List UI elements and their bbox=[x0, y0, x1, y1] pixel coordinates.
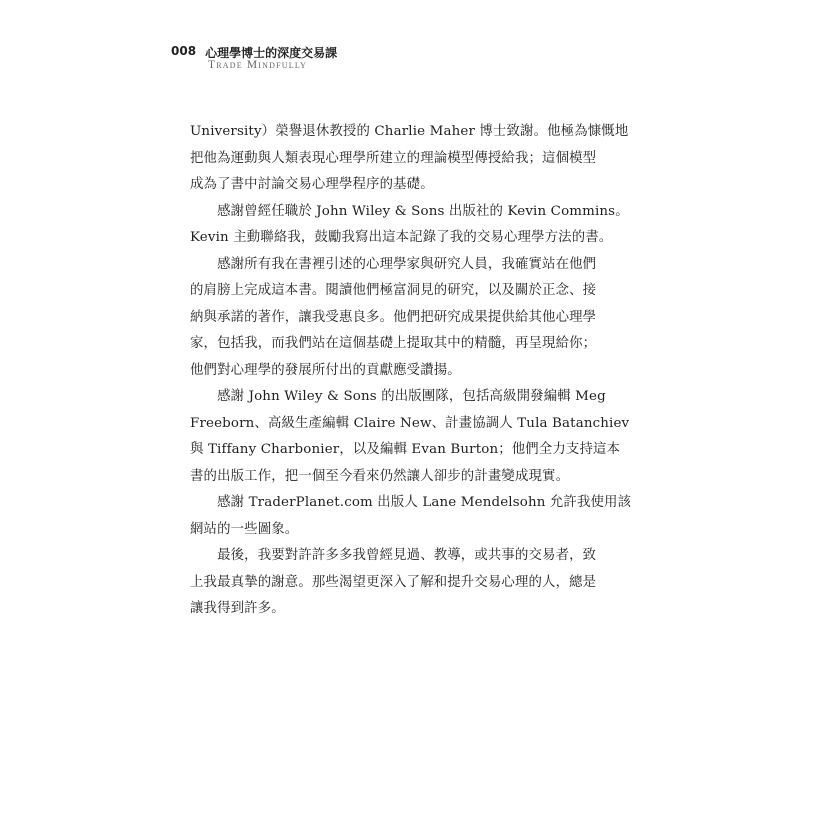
text-line: 成為了書中討論交易心理學程序的基礎。 bbox=[190, 177, 434, 192]
text-line: University）榮譽退休教授的 Charlie Maher 博士致謝。他極為慷慨地 bbox=[190, 124, 629, 139]
text-line: 納與承諾的著作，讓我受惠良多。他們把研究成果提供給其他心理學 bbox=[190, 309, 597, 325]
text-line: 感謝所有我在書裡引述的心理學家與研究人員，我確實站在他們 bbox=[190, 256, 597, 272]
text-line: 與 Tiffany Charbonier，以及編輯 Evan Burton；他們全力支持這本 bbox=[190, 442, 621, 457]
book-title: 心理學博士的深度交易課 bbox=[205, 46, 338, 60]
text-line: 上我最真摯的謝意。那些渴望更深入了解和提升交易心理的人，總是 bbox=[190, 574, 597, 590]
text-line: Kevin 主動聯絡我，鼓勵我寫出這本記錄了我的交易心理學方法的書。 bbox=[190, 230, 613, 245]
text-line: 網站的一些圖象。 bbox=[190, 521, 299, 537]
book-subtitle: Trade Mindfully bbox=[208, 59, 308, 71]
text-line: 家，包括我，而我們站在這個基礎上提取其中的精髓，再呈現給你； bbox=[190, 336, 597, 351]
body-text bbox=[190, 119, 632, 623]
text-line: 讓我得到許多。 bbox=[190, 601, 285, 616]
running-header bbox=[171, 44, 338, 71]
page-number: 008 bbox=[171, 44, 197, 58]
text-line: 感謝 John Wiley & Sons 的出版團隊，包括高級開發編輯 Meg bbox=[190, 389, 606, 404]
text-line: 書的出版工作，把一個至今看來仍然讓人卻步的計畫變成現實。 bbox=[190, 468, 570, 484]
text-line: Freeborn、高級生產編輯 Claire New、計畫協調人 Tula Batanchiev bbox=[190, 415, 630, 431]
text-line: 感謝 TraderPlanet.com 出版人 Lane Mendelsohn 允許我使用該 bbox=[190, 495, 632, 510]
text-line: 把他為運動與人類表現心理學所建立的理論模型傳授給我；這個模型 bbox=[190, 150, 597, 166]
text-line: 最後，我要對許許多多我曾經見過、教導，或共事的交易者，致 bbox=[190, 548, 597, 563]
text-line: 他們對心理學的發展所付出的貢獻應受讚揚。 bbox=[190, 362, 461, 378]
text-line: 的肩膀上完成這本書。閱讀他們極富洞見的研究，以及關於正念、接 bbox=[190, 283, 597, 298]
text-line: 感謝曾經任職於 John Wiley & Sons 出版社的 Kevin Commins。 bbox=[190, 203, 629, 219]
